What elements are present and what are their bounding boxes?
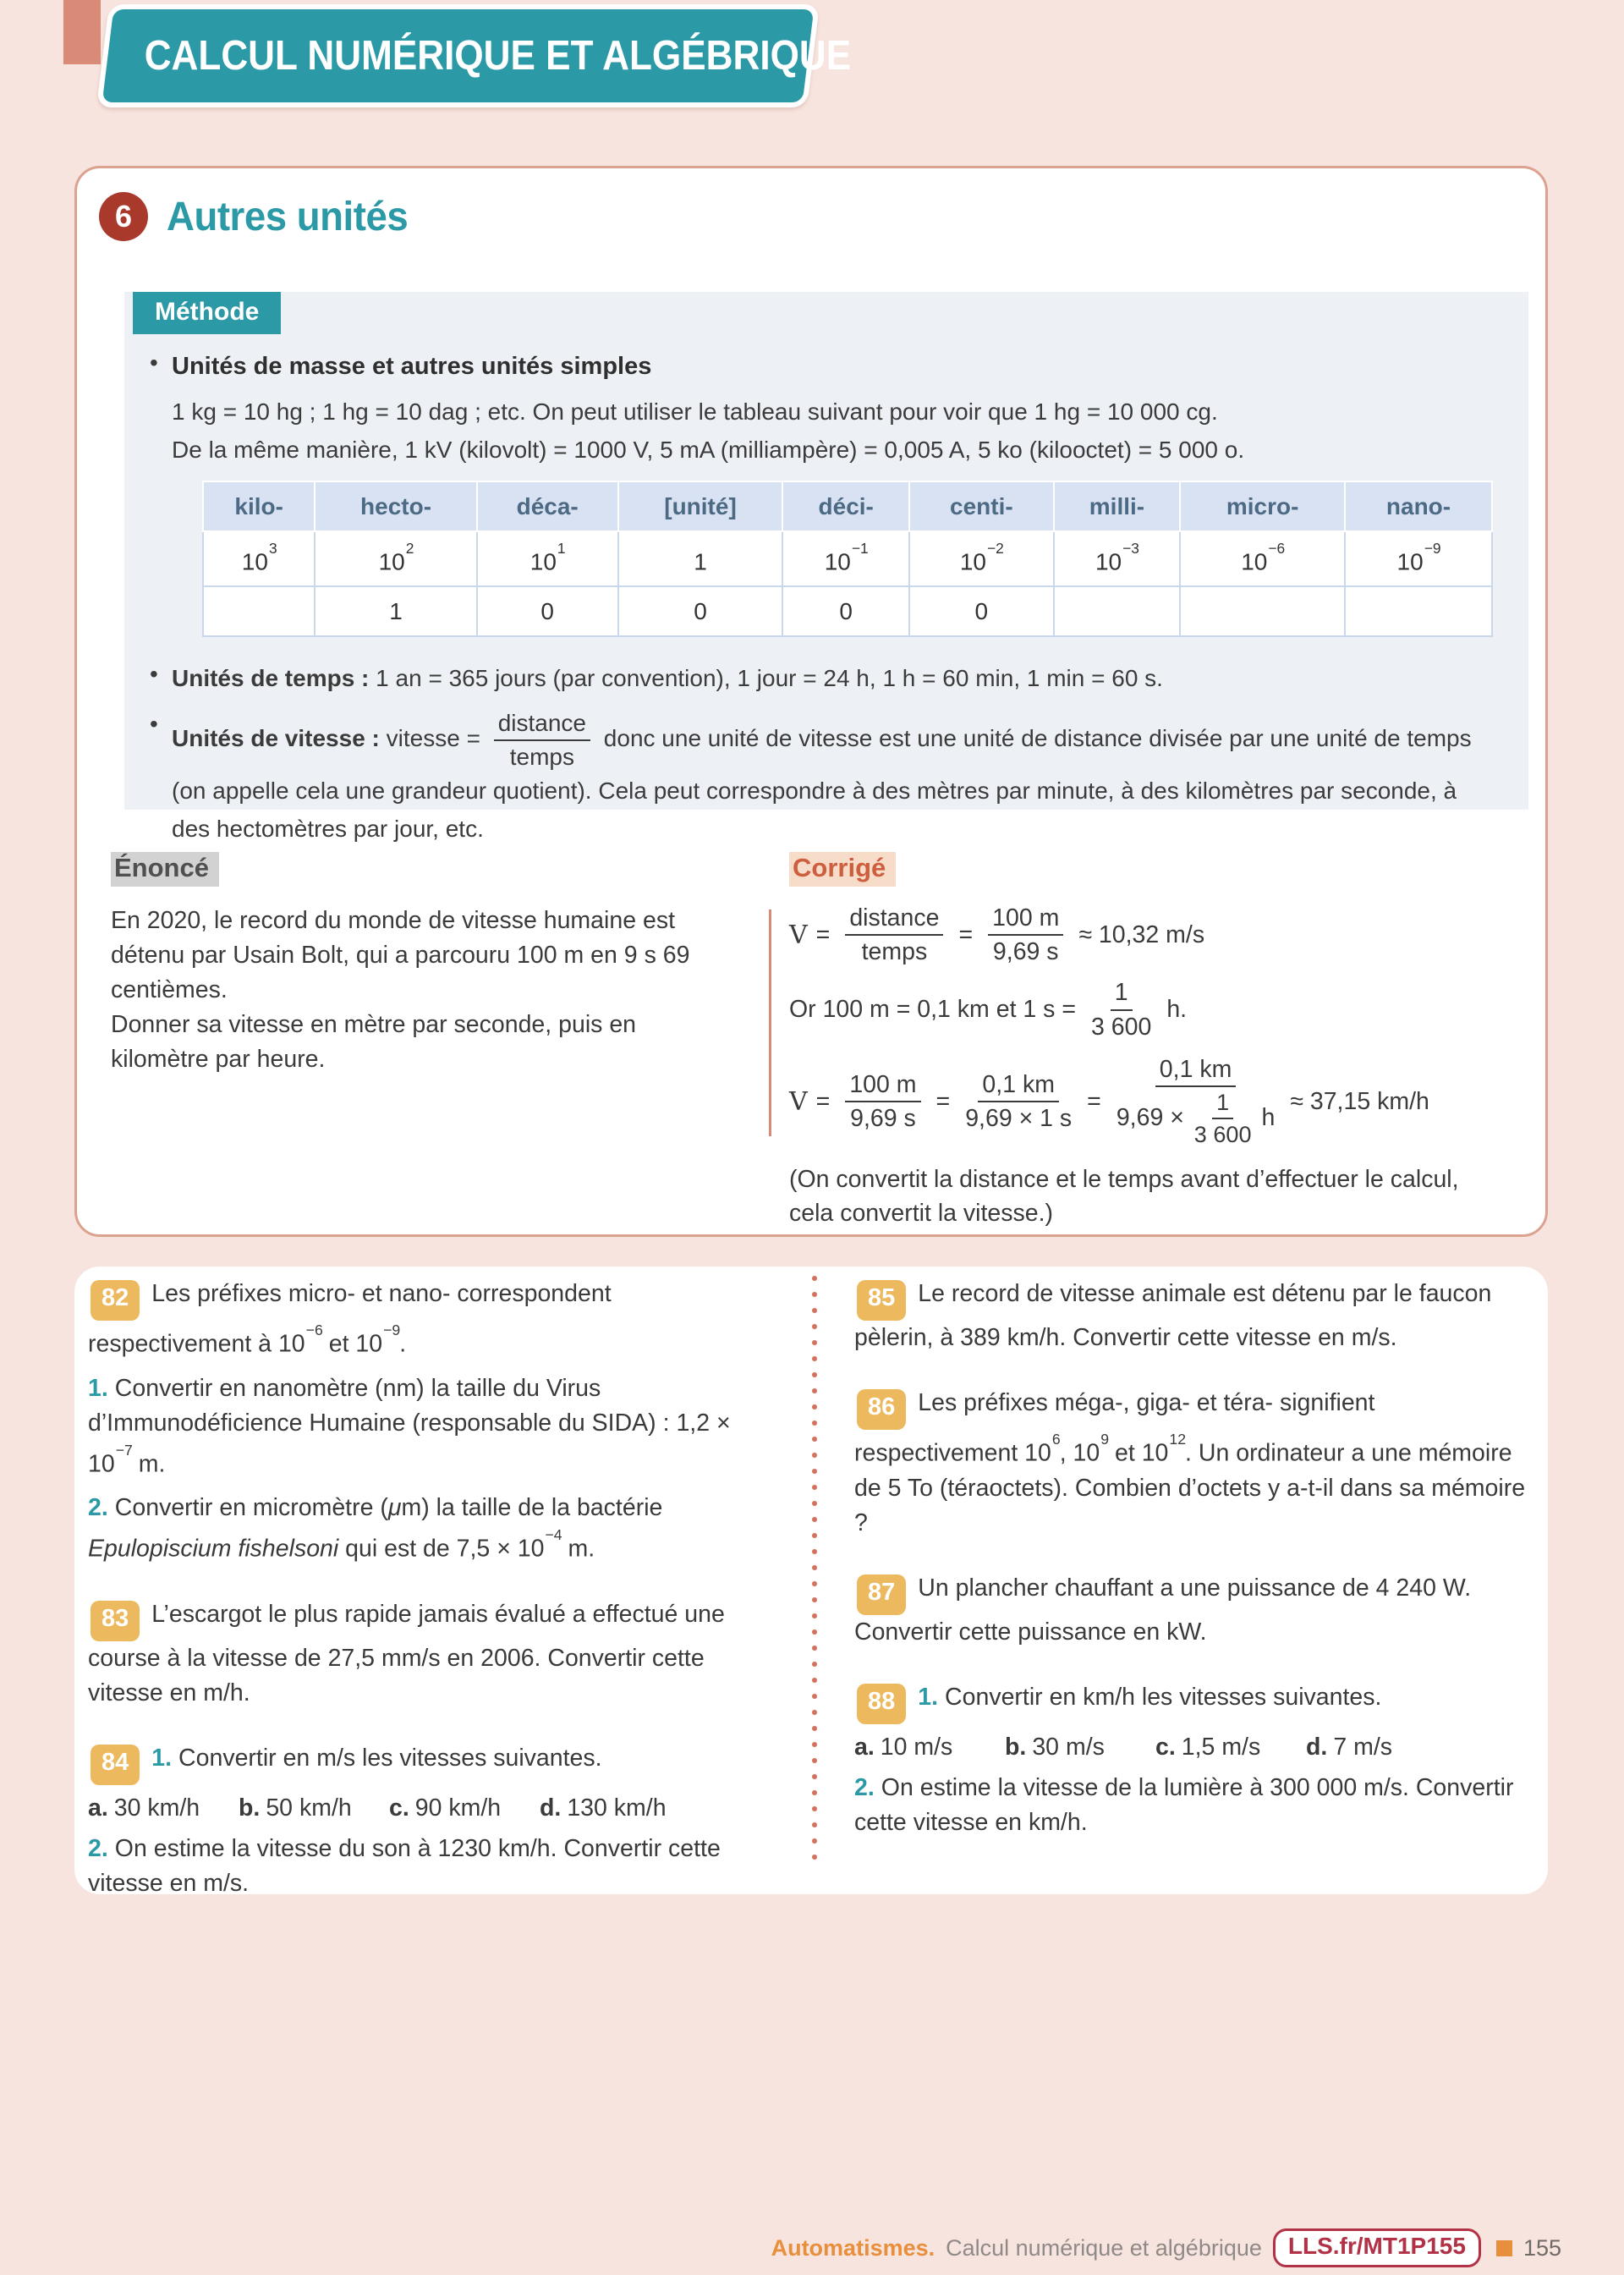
- vitesse-post: donc une unité de vitesse est une unité de distance divisée par une unité de temps (on appelle cela une grandeur quotient). Cela peut correspondre à des mètres par minute, à des kilomètres par seconde, à des hectomètres par jour, etc.: [172, 725, 1472, 842]
- column-divider-line: [769, 909, 771, 1136]
- nested-fraction: 0,1 km 9,69 × $\frac{1}{3 600}$ h: [1116, 1055, 1276, 1148]
- footer-brand: Automatismes.: [771, 2234, 935, 2261]
- methode-label: Méthode: [133, 292, 281, 334]
- power-cell: 1: [618, 531, 783, 586]
- masse-line2: De la même manière, 1 kV (kilovolt) = 1000 V, 5 mA (milliampère) = 0,005 A, 5 ko (kilooctet) = 5 000 o.: [172, 437, 1245, 463]
- exercise-number-badge: 86: [857, 1389, 906, 1430]
- option-c: c. 1,5 m/s: [1155, 1733, 1261, 1761]
- fraction: $\frac{100 m}{9,69 s}$: [845, 1070, 920, 1133]
- corrige-equation-1: V = $\frac{\text{distance}}{\text{temps}}$ = $\frac{100 m}{9,69 s}$ ≈ 10,32 m/s: [789, 904, 1205, 966]
- digit-cell: [1345, 586, 1492, 636]
- bullet-masse: [150, 348, 1496, 659]
- prefix-table-header-row: [203, 481, 1492, 531]
- power-cell: $10^{-2}$: [909, 531, 1054, 586]
- corner-accent-block: [63, 0, 101, 64]
- exercise-number-badge: 83: [91, 1601, 140, 1641]
- footer-link-pill[interactable]: LLS.fr/MT1P155: [1273, 2228, 1481, 2267]
- digit-cell: 0: [477, 586, 618, 636]
- option-b: b. 50 km/h: [239, 1794, 352, 1822]
- fraction: $\frac{0,1 km}{9,69 \times 1 s}$: [965, 1071, 1073, 1133]
- power-cell: $10^1$: [477, 531, 618, 586]
- exercise-number-badge: 88: [857, 1684, 906, 1724]
- exercise-86: 86 Les préfixes méga-, giga- et téra- signifient respectivement $10^6$, $10^9$ et $10^{12}$. Un ordinateur a une mémoire de 5 To (téraoctets). Combien d’octets y a-t-il dans sa mémoire ?: [854, 1389, 1526, 1536]
- exercises-dotted-divider: [812, 1275, 817, 1860]
- corrige-label: Corrigé: [789, 852, 896, 887]
- digit-cell: [203, 586, 315, 636]
- prefix-header: nano-: [1345, 481, 1492, 531]
- method-course-card: [74, 166, 1548, 1237]
- section-number-badge: 6: [99, 192, 148, 241]
- power-cell: $10^{-3}$: [1054, 531, 1181, 586]
- exercise-84-q2: 2. On estime la vitesse du son à 1230 km/h. Convertir cette vitesse en m/s.: [88, 1834, 721, 1897]
- footer-square-marker-icon: [1496, 2240, 1512, 2256]
- fraction: $\frac{\text{distance}}{\text{temps}}$: [845, 904, 943, 966]
- prefix-header: micro-: [1180, 481, 1345, 531]
- masse-line1: 1 kg = 10 hg ; 1 hg = 10 dag ; etc. On peut utiliser le tableau suivant pour voir que 1 hg = 10 000 cg.: [172, 398, 1218, 425]
- digit-cell: [1054, 586, 1181, 636]
- option-d: d. 130 km/h: [540, 1794, 667, 1822]
- vitesse-label: Unités de vitesse :: [172, 725, 380, 752]
- power-cell: $10^2$: [315, 531, 476, 586]
- temps-text: 1 an = 365 jours (par convention), 1 jour = 24 h, 1 h = 60 min, 1 min = 60 s.: [376, 665, 1163, 692]
- corrige-conversion-line: Or 100 m = 0,1 km et 1 s = $\frac{1}{3 600}$ h.: [789, 979, 1188, 1041]
- bullet-vitesse: [150, 709, 1496, 847]
- prefix-table-powers-row: [203, 531, 1492, 586]
- corrige-note-line2: cela convertit la vitesse.): [789, 1199, 1054, 1227]
- power-cell: $10^{-9}$: [1345, 531, 1492, 586]
- chapter-banner: [96, 4, 852, 107]
- power-cell: $10^{-1}$: [782, 531, 909, 586]
- digit-cell: 1: [315, 586, 476, 636]
- enonce-label: Énoncé: [111, 852, 219, 887]
- power-cell: $10^{-6}$: [1180, 531, 1345, 586]
- methode-content: [150, 348, 1496, 848]
- footer-page-number: 155: [1522, 2234, 1561, 2261]
- digit-cell: 0: [909, 586, 1054, 636]
- exercise-83: 83 L’escargot le plus rapide jamais évalué a effectué une course à la vitesse de 27,5 mm/s en 2006. Convertir cette vitesse en m/h.: [88, 1600, 725, 1706]
- fraction: $\frac{100 m}{9,69 s}$: [988, 904, 1063, 966]
- option-b: b. 30 m/s: [1005, 1733, 1105, 1761]
- prefix-header: kilo-: [203, 481, 315, 531]
- exercise-82-q1: 1. Convertir en nanomètre (nm) la taille du Virus d’Immunodéficience Humaine (responsable du SIDA) : $1,2 \times 10^{-7}$ m.: [88, 1374, 731, 1477]
- prefix-table-digits-row: [203, 586, 1492, 636]
- bullet-dot-icon: •: [150, 711, 158, 738]
- option-a: a. 10 m/s: [854, 1733, 953, 1761]
- corrige-note-line1: (On convertit la distance et le temps avant d’effectuer le calcul,: [789, 1165, 1459, 1193]
- option-c: c. 90 km/h: [389, 1794, 502, 1822]
- masse-title: Unités de masse et autres unités simples: [172, 353, 652, 380]
- section-header: [99, 192, 420, 241]
- exercises-left-column: [88, 1277, 744, 1932]
- enonce-para1: En 2020, le record du monde de vitesse humaine est détenu par Usain Bolt, qui a parcouru 100 m en 9 s 69 centièmes.: [111, 907, 690, 1003]
- exercise-number-badge: 85: [857, 1280, 906, 1321]
- vitesse-pre: vitesse =: [386, 725, 480, 752]
- bullet-dot-icon: •: [150, 661, 158, 688]
- prefix-header: déci-: [782, 481, 909, 531]
- digit-cell: 0: [782, 586, 909, 636]
- exercise-85: 85 Le record de vitesse animale est détenu par le faucon pèlerin, à 389 km/h. Convertir cette vitesse en m/s.: [854, 1280, 1492, 1351]
- methode-panel: [124, 292, 1528, 842]
- prefix-header: déca-: [477, 481, 618, 531]
- corrige-block: [789, 852, 1544, 1230]
- prefix-header: hecto-: [315, 481, 476, 531]
- page-footer: [771, 2228, 1561, 2267]
- section-title: Autres unités: [167, 194, 409, 239]
- vitesse-fraction: $\frac{\text{distance}}{\text{temps}}$: [494, 709, 590, 771]
- exercise-88-q2: 2. On estime la vitesse de la lumière à 300 000 m/s. Convertir cette vitesse en km/h.: [854, 1773, 1514, 1836]
- exercise-number-badge: 84: [91, 1745, 140, 1785]
- exercise-82: 82 Les préfixes micro- et nano- correspondent respectivement à $10^{-6}$ et $10^{-9}$. 1. Convertir en nanomètre (nm) la taille du Virus d’Immunodéficience Humaine (responsable du SIDA) : $1,2 \times 10^{-7}$ m. 2. Convertir en micromètre (μm) la taille de la bactérie Epulopiscium fishelsoni qui est de $7,5 \times 10^{-4}$ m.: [88, 1277, 744, 1567]
- chapter-banner-title: CALCUL NUMÉRIQUE ET ALGÉBRIQUE: [144, 33, 852, 79]
- bullet-dot-icon: •: [150, 349, 158, 376]
- exercise-84-options: [88, 1794, 744, 1822]
- exercises-right-column: [854, 1277, 1536, 1871]
- option-a: a. 30 km/h: [88, 1794, 200, 1822]
- enonce-para2: Donner sa vitesse en mètre par seconde, puis en kilomètre par heure.: [111, 1011, 637, 1073]
- prefix-header: [unité]: [618, 481, 783, 531]
- exercise-number-badge: 87: [857, 1574, 906, 1615]
- prefix-table: [202, 481, 1493, 637]
- temps-label: Unités de temps :: [172, 665, 370, 692]
- corrige-equation-2: V = $\frac{100 m}{9,69 s}$ = $\frac{0,1 km}{9,69 \times 1 s}$ = 0,1 km 9,69 × $\frac{1}{3 600}$ h ≈ 37,15 km/h: [789, 1055, 1429, 1148]
- exercise-number-badge: 82: [91, 1280, 140, 1321]
- footer-chapter-title: Calcul numérique et algébrique: [946, 2234, 1262, 2261]
- exercise-88-options: [854, 1734, 1536, 1761]
- power-cell: $10^3$: [203, 531, 315, 586]
- bullet-temps: [150, 659, 1496, 697]
- option-d: d. 7 m/s: [1306, 1733, 1393, 1761]
- exercise-84: 84 1. Convertir en m/s les vitesses suivantes. a. 30 km/h b. 50 km/h c. 90 km/h d. 130 km/h 2. On estime la vitesse du son à 1230 km/h. Convertir cette vitesse en m/s.: [88, 1741, 744, 1901]
- prefix-header: milli-: [1054, 481, 1181, 531]
- prefix-header: centi-: [909, 481, 1054, 531]
- exercise-87: 87 Un plancher chauffant a une puissance de 4 240 W. Convertir cette puissance en kW.: [854, 1574, 1472, 1646]
- digit-cell: 0: [618, 586, 783, 636]
- digit-cell: [1180, 586, 1345, 636]
- enonce-block: [111, 852, 738, 1077]
- exercise-82-q2: 2. Convertir en micromètre (μm) la taille de la bactérie Epulopiscium fishelsoni qui est de $7,5 \times 10^{-4}$ m.: [88, 1494, 663, 1563]
- species-name: Epulopiscium fishelsoni: [88, 1535, 339, 1563]
- exercise-88: 88 1. Convertir en km/h les vitesses suivantes. a. 10 m/s b. 30 m/s c. 1,5 m/s d. 7 m/s 2. On estime la vitesse de la lumière à 300 000 m/s. Convertir cette vitesse en km/h.: [854, 1680, 1536, 1840]
- exercises-card: [74, 1267, 1548, 1897]
- fraction: $\frac{1}{3 600}$: [1090, 979, 1152, 1041]
